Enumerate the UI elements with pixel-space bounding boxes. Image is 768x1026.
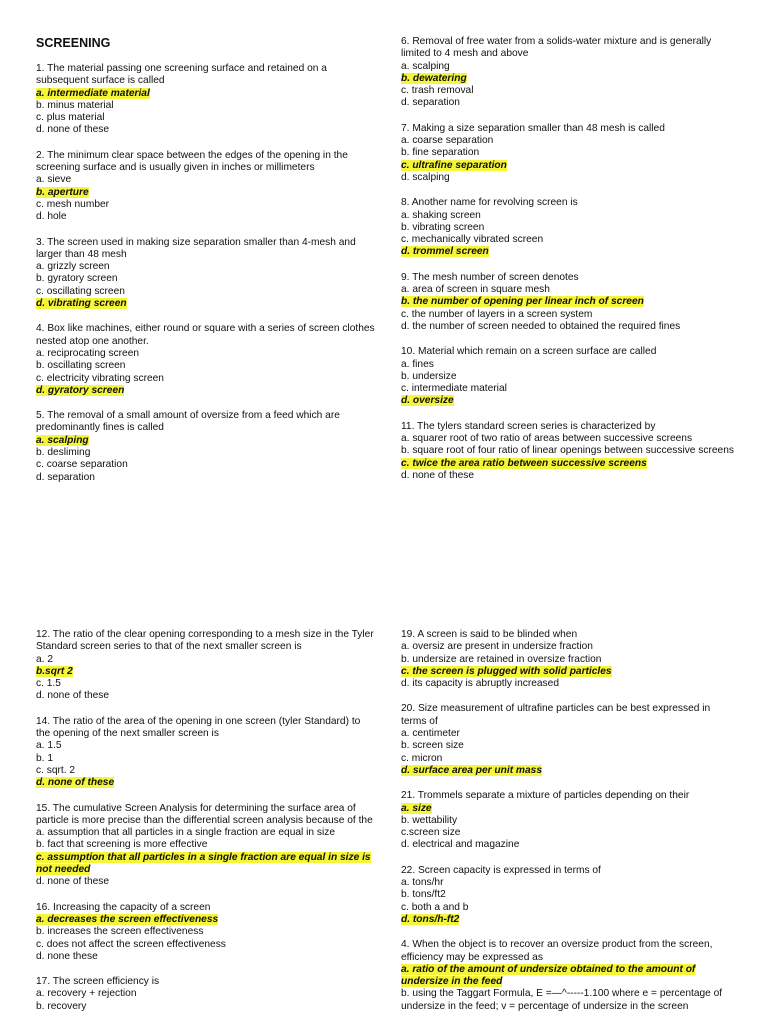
answer-option: d. none of these <box>36 876 110 888</box>
question <box>401 272 736 333</box>
highlighted-answer: a. intermediate material <box>36 87 150 99</box>
question-stem: 14. The ratio of the area of the opening in one screen (tyler Standard) to the opening of the next smaller screen is <box>36 715 361 740</box>
answer-option: a. squarer root of two ratio of areas between successive screens <box>401 433 693 445</box>
answer-option: a. area of screen in square mesh <box>401 284 550 296</box>
question-stem: 19. A screen is said to be blinded when <box>401 629 578 640</box>
answer-option: a. shaking screen <box>401 209 481 221</box>
question-stem: 3. The screen used in making size separation smaller than 4-mesh and larger than 48 mesh <box>36 236 356 260</box>
answer-option: c. mechanically vibrated screen <box>401 234 544 246</box>
highlighted-answer: b. dewatering <box>401 72 467 84</box>
answer-option: b. screen size <box>401 740 464 752</box>
answer-option: b. 1 <box>36 752 53 764</box>
question <box>36 902 376 963</box>
answer-option: d. none of these <box>36 690 110 702</box>
question-stem: 4. Box like machines, either round or square with a series of screen clothes nested atop one another. <box>36 323 375 347</box>
answer-option: c. intermediate material <box>401 383 507 395</box>
answer-option: a. tons/hr <box>401 877 444 889</box>
question-stem: 11. The tylers standard screen series is characterized by <box>401 420 656 432</box>
answer-option: c. both a and b <box>401 901 469 913</box>
answer-option: b. undersize <box>401 370 457 382</box>
highlighted-answer: d. gyratory screen <box>36 384 125 396</box>
question <box>36 63 376 137</box>
answer-option: b. fine separation <box>401 147 480 159</box>
highlighted-answer: c. twice the area ratio between successive screens <box>401 457 647 469</box>
question <box>401 790 736 851</box>
answer-option: c. the number of layers in a screen system <box>401 308 593 320</box>
column-bottom-left <box>36 629 376 1026</box>
question <box>36 323 376 397</box>
answer-option: a. oversiz are present in undersize fraction <box>401 641 593 653</box>
answer-option: d. its capacity is abruptly increased <box>401 678 559 690</box>
column-top-right <box>401 36 736 495</box>
question-stem: 10. Material which remain on a screen surface are called <box>401 346 657 358</box>
answer-option: b. tons/ft2 <box>401 889 446 901</box>
answer-option: c. trash removal <box>401 85 474 97</box>
page-title: SCREENING <box>36 36 111 50</box>
question <box>36 629 376 703</box>
question <box>36 237 376 311</box>
answer-option: c. 1.5 <box>36 678 61 690</box>
answer-option: a. 2 <box>36 653 53 665</box>
answer-option: b. wettability <box>401 814 458 826</box>
question <box>36 410 376 484</box>
answer-option: d. none of these <box>36 124 110 136</box>
answer-option: d. none these <box>36 950 98 962</box>
answer-option: c. electricity vibrating screen <box>36 372 164 384</box>
question-stem: 21. Trommels separate a mixture of particles depending on their <box>401 790 690 802</box>
question <box>401 123 736 184</box>
question-stem: 16. Increasing the capacity of a screen <box>36 901 211 913</box>
answer-option: a. sieve <box>36 174 72 186</box>
question-stem: 6. Removal of free water from a solids-water mixture and is generally limited to 4 mesh and above <box>401 36 712 60</box>
answer-option: b. oscillating screen <box>36 360 126 372</box>
column-top-left <box>36 36 376 497</box>
highlighted-answer: a. ratio of the amount of undersize obtained to the amount of undersize in the feed <box>401 963 696 988</box>
highlighted-answer: d. oversize <box>401 395 454 407</box>
highlighted-answer: d. vibrating screen <box>36 298 127 310</box>
answer-option: a. centimeter <box>401 728 460 740</box>
question-stem: 1. The material passing one screening surface and retained on a subsequent surface is called <box>36 63 327 87</box>
question-stem: 2. The minimum clear space between the edges of the opening in the screening surface and is usually given in inches or millimeters <box>36 149 348 174</box>
answer-option: b. gyratory screen <box>36 273 118 285</box>
highlighted-answer: c. ultrafine separation <box>401 159 507 171</box>
answer-option: c.screen size <box>401 827 461 839</box>
question <box>36 150 376 224</box>
answer-option: d. hole <box>36 211 67 223</box>
answer-option: a. coarse separation <box>401 135 494 147</box>
answer-option: b. square root of four ratio of linear openings between successive screens <box>401 445 734 457</box>
highlighted-answer: d. none of these <box>36 777 115 789</box>
question <box>36 716 376 790</box>
answer-option: b. minus material <box>36 99 114 111</box>
answer-option: b. using the Taggart Formula, E =—^-----1.100 where e = percentage of <box>401 988 723 1000</box>
answer-option: b. desliming <box>36 447 91 459</box>
answer-option: a. assumption that all particles in a single fraction are equal in size <box>36 827 335 839</box>
highlighted-answer: d. surface area per unit mass <box>401 764 542 776</box>
question-stem: 7. Making a size separation smaller than 48 mesh is called <box>401 122 665 134</box>
question <box>401 939 736 1013</box>
answer-option: d. none of these <box>401 469 475 481</box>
answer-option: c. micron <box>401 752 443 764</box>
answer-option: a. reciprocating screen <box>36 347 140 359</box>
answer-option: c. coarse separation <box>36 459 128 471</box>
question <box>36 803 376 889</box>
highlighted-answer: b. the number of opening per linear inch of screen <box>401 296 644 308</box>
question <box>36 976 376 1013</box>
question <box>401 36 736 110</box>
answer-option: d. separation <box>401 97 460 109</box>
answer-option: b. fact that screening is more effective <box>36 839 208 851</box>
highlighted-answer: a. decreases the screen effectiveness <box>36 913 219 925</box>
answer-option: b. increases the screen effectiveness <box>36 926 204 938</box>
answer-option: c. sqrt. 2 <box>36 764 76 776</box>
question <box>401 197 736 258</box>
answer-option: b. recovery <box>36 1000 87 1012</box>
highlighted-answer: b. aperture <box>36 186 89 198</box>
answer-option: a. recovery + rejection <box>36 988 137 1000</box>
answer-option: a. grizzly screen <box>36 261 110 273</box>
answer-option: undersize in the feed; v = percentage of undersize in the screen <box>401 1000 689 1012</box>
answer-option: d. the number of screen needed to obtained the required fines <box>401 320 681 332</box>
answer-option: c. oscillating screen <box>36 285 125 297</box>
question-stem: 17. The screen efficiency is <box>36 976 160 988</box>
answer-option: c. plus material <box>36 112 105 124</box>
answer-option: d. separation <box>36 471 95 483</box>
question <box>401 346 736 407</box>
question <box>401 629 736 690</box>
answer-option: a. fines <box>401 358 434 370</box>
question <box>401 865 736 926</box>
question-stem: 12. The ratio of the clear opening corresponding to a mesh size in the Tyler Standard screen series to that of the next smaller screen is <box>36 629 374 653</box>
question-stem: 8. Another name for revolving screen is <box>401 197 578 209</box>
question-stem: 22. Screen capacity is expressed in terms of <box>401 864 601 876</box>
answer-option: a. 1.5 <box>36 740 62 752</box>
highlighted-answer: d. tons/h-ft2 <box>401 913 460 925</box>
question <box>401 703 736 777</box>
highlighted-answer: a. scalping <box>36 434 89 446</box>
highlighted-answer: c. assumption that all particles in a single fraction are equal in size is not needed <box>36 851 371 876</box>
question-stem: 15. The cumulative Screen Analysis for determining the surface area of particle is more precise than the differential screen analysis because of the <box>36 802 373 826</box>
question <box>401 421 736 482</box>
highlighted-answer: c. the screen is plugged with solid particles <box>401 665 612 677</box>
question-stem: 9. The mesh number of screen denotes <box>401 271 579 283</box>
question-stem: 4. When the object is to recover an oversize product from the screen, efficiency may be expressed as <box>401 939 713 963</box>
answer-option: b. vibrating screen <box>401 221 485 233</box>
highlighted-answer: a. size <box>401 802 432 814</box>
question-stem: 20. Size measurement of ultrafine particles can be best expressed in terms of <box>401 703 711 727</box>
answer-option: c. does not affect the screen effectiveness <box>36 938 226 950</box>
answer-option: d. scalping <box>401 171 450 183</box>
answer-option: b. undersize are retained in oversize fraction <box>401 653 602 665</box>
question-stem: 5. The removal of a small amount of oversize from a feed which are predominantly fines is called <box>36 410 340 434</box>
answer-option: d. electrical and magazine <box>401 839 520 851</box>
column-bottom-right <box>401 629 736 1026</box>
highlighted-answer: d. trommel screen <box>401 246 489 258</box>
answer-option: c. mesh number <box>36 198 110 210</box>
highlighted-answer: b.sqrt 2 <box>36 665 73 677</box>
answer-option: a. scalping <box>401 60 450 72</box>
